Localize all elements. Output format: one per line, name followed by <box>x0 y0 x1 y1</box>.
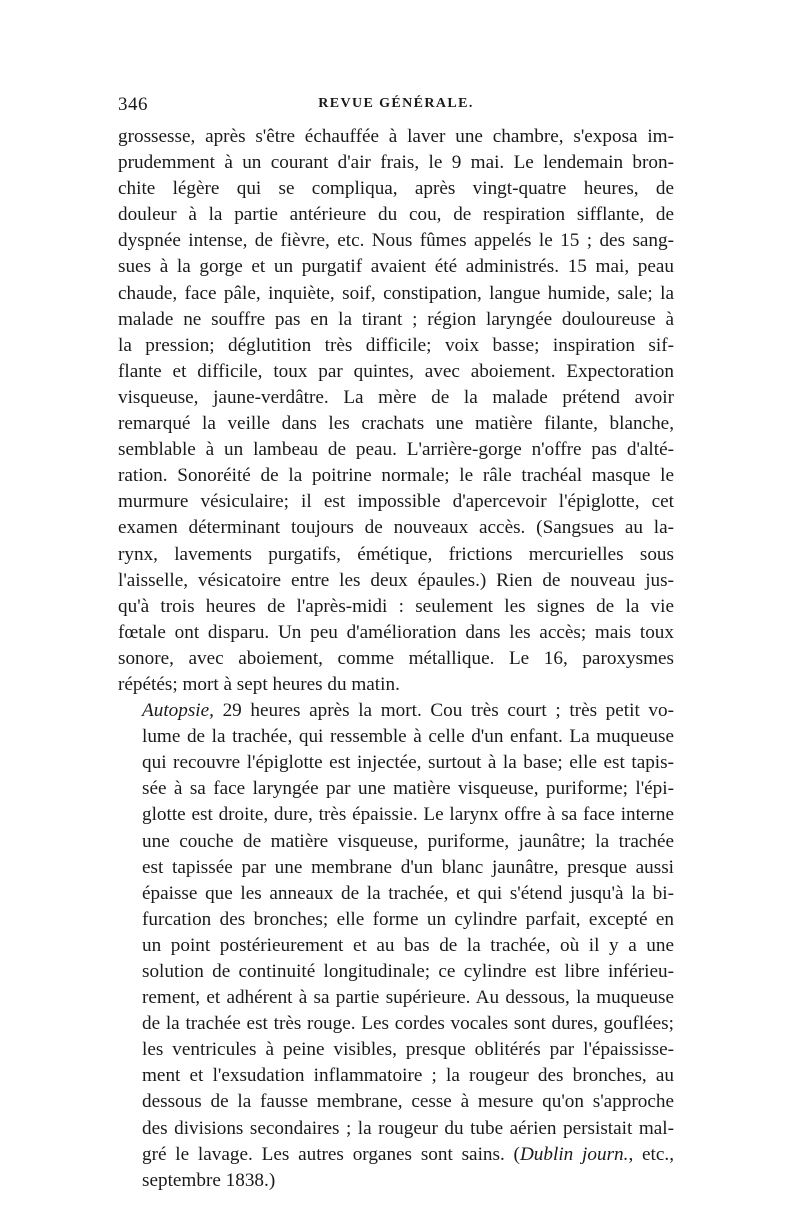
text-line: une couche de matière visqueuse, puriforme, jaunâtre; la trachée <box>142 830 674 852</box>
text-line: chaude, face pâle, inquiète, soif, constipation, langue humide, sale; la <box>118 282 674 304</box>
text-line: dessous de la fausse membrane, cesse à mesure qu'on s'approche <box>142 1091 674 1113</box>
text-line: sée à sa face laryngée par une matière visqueuse, puriforme; l'épi- <box>142 778 674 800</box>
body-text <box>118 124 674 1194</box>
text-line: glotte est droite, dure, très épaissie. Le larynx offre à sa face interne <box>142 804 674 826</box>
journal-citation: Dublin journ. <box>519 1143 629 1165</box>
text-line: solution de continuité longitudinale; ce cylindre est libre inférieu- <box>142 961 674 982</box>
running-header <box>118 94 674 124</box>
text-line: dyspnée intense, de fièvre, etc. Nous fûmes appelés le 15 ; des sang- <box>118 230 674 252</box>
text-line: chite légère qui se compliqua, après vingt-quatre heures, de <box>118 178 674 200</box>
text-line: rynx, lavements purgatifs, émétique, frictions mercurielles sous <box>118 543 674 565</box>
book-page <box>118 94 674 1194</box>
text-line: septembre 1838.) <box>142 1169 276 1191</box>
text-line: l'aisselle, vésicatoire entre les deux épaules.) Rien de nouveau jus- <box>118 569 674 591</box>
citation-lead-text: gré le lavage. Les autres organes sont sains. ( <box>142 1143 520 1165</box>
text-line: lume de la trachée, qui ressemble à celle d'un enfant. La muqueuse <box>142 726 674 748</box>
text-line: qu'à trois heures de l'après-midi : seulement les signes de la vie <box>118 595 674 617</box>
running-title: REVUE GÉNÉRALE. <box>318 96 474 111</box>
text-line: malade ne souffre pas en la tirant ; région laryngée douloureuse à <box>118 308 674 330</box>
case-history-paragraph <box>118 124 674 698</box>
citation-trailing-text: , etc., <box>628 1143 674 1165</box>
autopsy-lead: Autopsie, <box>142 700 214 722</box>
text-line: examen déterminant toujours de nouveaux accès. (Sangsues au la- <box>118 517 674 539</box>
autopsy-first-line-rest: 29 heures après la mort. Cou très court ; très petit vo- <box>213 700 674 722</box>
text-line: est tapissée par une membrane d'un blanc jaunâtre, presque aussi <box>142 856 674 878</box>
text-line: douleur à la partie antérieure du cou, de respiration sifflante, de <box>118 204 674 226</box>
page-number: 346 <box>118 94 148 115</box>
text-line: les ventricules à peine visibles, presque oblitérés par l'épaississe- <box>142 1039 674 1061</box>
text-line: la pression; déglutition très difficile; voix basse; inspiration sif- <box>118 334 674 356</box>
text-line: qui recouvre l'épiglotte est injectée, surtout à la base; elle est tapis- <box>142 752 674 774</box>
text-line: répétés; mort à sept heures du matin. <box>118 673 400 695</box>
text-line: un point postérieurement et au bas de la trachée, où il y a une <box>142 934 674 956</box>
text-line <box>118 698 674 724</box>
text-line: furcation des bronches; elle forme un cylindre parfait, excepté en <box>142 908 674 930</box>
text-line: murmure vésiculaire; il est impossible d'apercevoir l'épiglotte, cet <box>118 491 674 513</box>
text-line: sues à la gorge et un purgatif avaient été administrés. 15 mai, peau <box>118 256 674 278</box>
text-line: épaisse que les anneaux de la trachée, et qui s'étend jusqu'à la bi- <box>142 882 674 904</box>
text-line: visqueuse, jaune-verdâtre. La mère de la malade prétend avoir <box>118 386 674 408</box>
text-line: de la trachée est très rouge. Les cordes vocales sont dures, gouflées; <box>142 1013 674 1035</box>
text-line: sonore, avec aboiement, comme métallique. Le 16, paroxysmes <box>118 647 674 669</box>
text-line: fœtale ont disparu. Un peu d'amélioration dans les accès; mais toux <box>118 621 674 643</box>
text-line: ment et l'exsudation inflammatoire ; la rougeur des bronches, au <box>142 1065 674 1087</box>
text-line: remarqué la veille dans les crachats une matière filante, blanche, <box>118 413 674 435</box>
text-line: grossesse, après s'être échauffée à laver une chambre, s'exposa im- <box>118 126 674 147</box>
text-line: ration. Sonoréité de la poitrine normale; le râle trachéal masque le <box>118 465 674 487</box>
text-line: flante et difficile, toux par quintes, avec aboiement. Expectoration <box>118 360 674 382</box>
text-line: semblable à un lambeau de peau. L'arrière-gorge n'offre pas d'alté- <box>118 439 674 461</box>
text-line: des divisions secondaires ; la rougeur du tube aérien persistait mal- <box>142 1117 674 1139</box>
text-line <box>118 1142 674 1168</box>
autopsy-paragraph <box>118 698 674 1194</box>
text-line: rement, et adhérent à sa partie supérieure. Au dessous, la muqueuse <box>142 987 674 1009</box>
text-line: prudemment à un courant d'air frais, le 9 mai. Le lendemain bron- <box>118 152 674 174</box>
